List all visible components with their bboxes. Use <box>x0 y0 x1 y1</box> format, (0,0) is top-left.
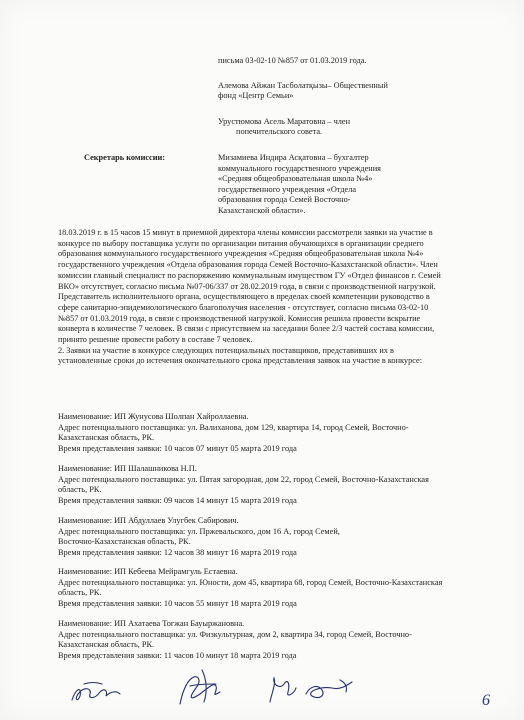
secretary-line: Мизамиева Индира Асқатовна – бухгалтер <box>218 153 369 162</box>
secretary-line: «Средняя общеобразовательная школа №4» <box>218 174 373 184</box>
paragraph-line: ВКО» отсутствует, согласно письма №07-06/337 от 28.02.2019 года, в связи с производственной нагрузкой. <box>58 281 436 291</box>
paragraph-line: комиссии главный специалист по распоряжению коммунальным имуществом ГУ «Отдел финансов г. Семей <box>58 270 441 280</box>
supplier-address: Адрес потенциального поставщика: ул. Пятая загородная, дом 22, город Семей, Восточно-Казахстанская <box>58 474 429 484</box>
supplier-time: Время представления заявки: 11 часов 10 минут 18 марта 2019 года <box>58 650 297 660</box>
secretary-line: государственного учреждения «Отдела <box>218 184 357 194</box>
supplier-name: Наименование: ИП Шалашникова Н.П. <box>58 464 197 473</box>
supplier-entry <box>58 567 478 609</box>
secretary-line: Казахстанской области». <box>218 205 306 215</box>
supplier-address: Адрес потенциального поставщика: ул. Физкультурная, дом 2, квартира 34, город Семей, Восточно- <box>58 629 412 639</box>
paragraph-line: установленные сроки до истечения окончательного срока представления заявок на участие в конкурсе: <box>58 356 423 366</box>
page-number: 6 <box>482 692 490 709</box>
supplier-address: Восточно-Казахстанская область, РК. <box>58 537 191 547</box>
supplier-name: Наименование: ИП Жунусова Шолпан Хайроллаевна. <box>58 412 249 421</box>
supplier-address: Казахстанская область, РК. <box>58 433 155 443</box>
supplier-entry <box>58 412 478 454</box>
supplier-address: Адрес потенциального поставщика: ул. Юности, дом 45, квартира 68, город Семей, Восточно-Казахстанская <box>58 577 443 587</box>
member-alemova-line2: фонд «Центр Семьи» <box>218 91 294 100</box>
opening-paragraph <box>58 228 474 367</box>
supplier-name: Наименование: ИП Кебеева Мейрамгуль Естаевна. <box>58 567 238 576</box>
supplier-address: Адрес потенциального поставщика: ул. Пржевальского, дом 16 А, город Семей, <box>58 526 340 536</box>
paragraph-line: образования коммунального государственного учреждения «Средняя общеобразовательная школа №4» <box>58 249 424 259</box>
paragraph-line: конверта в количестве 7 человек. В связи с присутствием на заседании более 2/3 частей состава комиссии, <box>58 324 435 334</box>
secretary-label: Секретарь комиссии: <box>84 153 166 162</box>
supplier-time: Время представления заявки: 09 часов 14 минут 15 марта 2019 года <box>58 495 297 505</box>
secretary-details <box>218 153 381 217</box>
supplier-address: Адрес потенциального поставщика: ул. Валиханова, дом 129, квартира 14, город Семей, Восточно- <box>58 422 409 432</box>
member-urustyumova-line2: попечительского совета. <box>236 127 323 136</box>
supplier-time: Время представления заявки: 10 часов 07 минут 05 марта 2019 года <box>58 443 297 453</box>
paragraph-line: конкурсе по выбору поставщика услуги по организации питания обучающихся в организации среднего <box>58 238 424 248</box>
paragraph-line: принято решение провести работу в составе 7 человек. <box>58 335 253 345</box>
secretary-line: коммунального государственного учреждения <box>218 163 381 173</box>
supplier-address: Казахстанская область, РК. <box>58 640 155 650</box>
secretary-line: образования города Семей Восточно- <box>218 195 351 205</box>
supplier-address: область, РК. <box>58 588 102 598</box>
paragraph-line: государственного учреждения «Отдела образования города Семей Восточно-Казахстанской области». Член <box>58 260 438 270</box>
letter-reference: письма 03-02-10 №857 от 01.03.2019 года. <box>218 56 367 65</box>
supplier-entry <box>58 516 478 558</box>
paragraph-line: №857 от 01.03.2019 года, в связи с производственной нагрузкой. Комиссия решила провести вскрытие <box>58 313 421 323</box>
bleed-through-text <box>100 56 102 66</box>
paragraph-line: сфере санитарно-эпидемиологического благополучия населения - отсутствует, согласно письма 03-02-10 <box>58 302 429 312</box>
member-alemova-line1: Алемова Айжан Тасболатқызы– Общественный <box>218 81 388 90</box>
member-urustyumova-line1: Урустюмова Асель Маратовна – член <box>218 117 351 126</box>
supplier-name: Наименование: ИП Ахатаева Тогжан Бауыржановна. <box>58 619 245 628</box>
supplier-address: область, РК. <box>58 485 102 495</box>
paragraph-line: 2. Заявки на участие в конкурсе следующих потенциальных поставщиков, представивших их в <box>58 345 394 355</box>
supplier-name: Наименование: ИП Абдуллаев Улугбек Сабирович. <box>58 516 239 525</box>
supplier-entry <box>58 619 478 661</box>
supplier-time: Время представления заявки: 12 часов 38 минут 16 марта 2019 года <box>58 547 297 557</box>
supplier-entry <box>58 464 478 506</box>
handwritten-signatures <box>70 664 410 706</box>
paragraph-line: Представитель исполнительного органа, осуществляющего в пределах своей компетенции руководство в <box>58 292 430 302</box>
paragraph-line: 18.03.2019 г. в 15 часов 15 минут в приемной директора члены комиссии рассмотрели заявки на участие в <box>58 228 433 237</box>
supplier-time: Время представления заявки: 10 часов 55 минут 18 марта 2019 года <box>58 598 297 608</box>
